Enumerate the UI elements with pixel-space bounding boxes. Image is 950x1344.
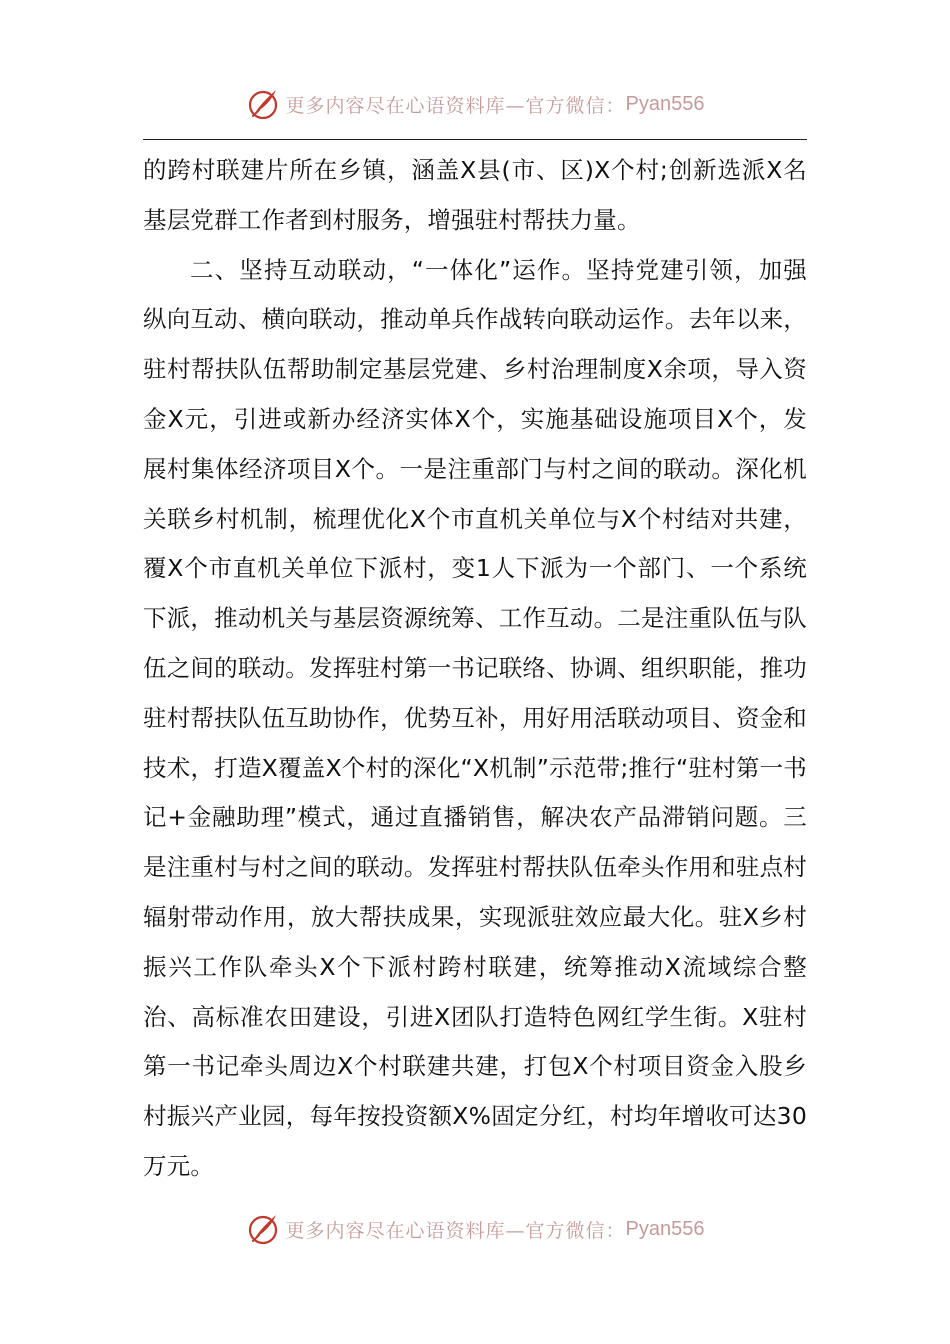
header-divider bbox=[143, 139, 807, 140]
quill-logo-icon bbox=[246, 87, 280, 121]
document-body bbox=[143, 146, 807, 1192]
header-banner bbox=[0, 80, 950, 128]
footer-banner bbox=[0, 1205, 950, 1253]
header-text: 更多内容尽在心语资料库—官方微信： bbox=[285, 94, 626, 117]
paragraph-2: 二、坚持互动联动，“一体化”运作。坚持党建引领，加强纵向互动、横向联动，推动单兵作战转向联动运作。去年以来，驻村帮扶队伍帮助制定基层党建、乡村治理制度X余项，导入资金X元，引进或新办经济实体X个，实施基础设施项目X个，发展村集体经济项目X个。一是注重部门与村之间的联动。深化机关联乡村机制，梳理优化X个市直机关单位与X个村结对共建，覆X个市直机关单位下派村，变1人下派为一个部门、一个系统下派，推动机关与基层资源统筹、工作互动。二是注重队伍与队伍之间的联动。发挥驻村第一书记联络、协调、组织职能，推功驻村帮扶队伍互助协作，优势互补，用好用活联动项目、资金和技术，打造X覆盖X个村的深化“X机制”示范带;推行“驻村第一书记+金融助理”模式，通过直播销售，解决农产品滞销问题。三是注重村与村之间的联动。发挥驻村帮扶队伍牵头作用和驻点村辐射带动作用，放大帮扶成果，实现派驻效应最大化。驻X乡村振兴工作队牵头X个下派村跨村联建，统筹推动X流域综合整治、高标准农田建设，引进X团队打造特色网红学生街。X驻村第一书记牵头周边X个村联建共建，打包X个村项目资金入股乡村振兴产业园，每年按投资额X%固定分红，村均年增收可达30万元。 bbox=[143, 255, 807, 1180]
header-wechat-id: Pyan556 bbox=[625, 92, 705, 115]
quill-logo-icon bbox=[246, 1212, 280, 1246]
footer-wechat-id: Pyan556 bbox=[625, 1217, 705, 1240]
footer-text: 更多内容尽在心语资料库—官方微信： bbox=[285, 1219, 626, 1242]
paragraph-1: 的跨村联建片所在乡镇，涵盖X县(市、区)X个村;创新选派X名基层党群工作者到村服务，增强驻村帮扶力量。 bbox=[143, 156, 807, 234]
